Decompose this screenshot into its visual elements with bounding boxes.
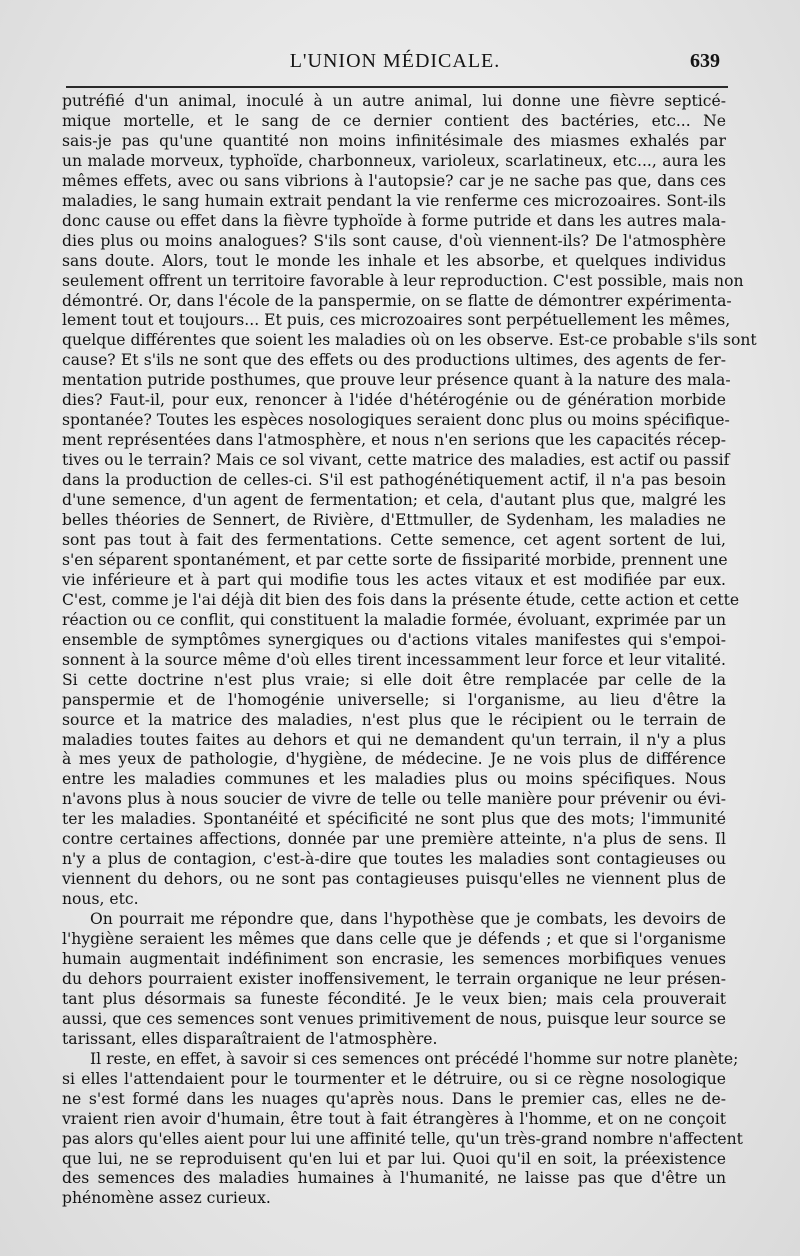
text-line: entre les maladies communes et les maladies plus ou moins spécifiques. Nous	[62, 770, 726, 789]
text-line: On pourrait me répondre que, dans l'hypothèse que je combats, les devoirs de	[90, 910, 726, 929]
text-line: aussi, que ces semences sont venues primitivement de nous, puisque leur source se	[62, 1009, 726, 1028]
text-line: ensemble de symptômes synergiques ou d'actions vitales manifestes qui s'empoi-	[62, 630, 726, 649]
text-line: maladies, le sang humain extrait pendant la vie renferme ces microzoaires. Sont-ils	[62, 191, 726, 210]
text-line: dies? Faut-il, pour eux, renoncer à l'idée d'hétérogénie ou de génération morbide	[62, 391, 726, 410]
text-line: ne s'est formé dans les nuages qu'après nous. Dans le premier cas, elles ne de-	[62, 1089, 726, 1108]
text-line: ment représentées dans l'atmosphère, et nous n'en serions que les capacités récep-	[62, 431, 726, 450]
text-line: s'en séparent spontanément, et par cette sorte de fissiparité morbide, prennent une	[62, 550, 728, 569]
text-line: n'avons plus à nous soucier de vivre de telle ou telle manière pour prévenir ou évi-	[62, 790, 726, 809]
text-line: Si cette doctrine n'est plus vraie; si elle doit être remplacée par celle de la	[62, 670, 726, 689]
text-line: réaction ou ce conflit, qui constituent la maladie formée, évoluant, exprimée par un	[62, 610, 726, 629]
text-line: donc cause ou effet dans la fièvre typhoïde à forme putride et dans les autres mala-	[62, 211, 726, 230]
text-line: tant plus désormais sa funeste fécondité. Je le veux bien; mais cela prouverait	[62, 989, 726, 1008]
text-line: nous, etc.	[62, 890, 139, 909]
text-line: putréfié d'un animal, inoculé à un autre animal, lui donne une fièvre septicé-	[62, 92, 726, 110]
text-line: Il reste, en effet, à savoir si ces semences ont précédé l'homme sur notre planète;	[90, 1049, 739, 1068]
text-line: dies plus ou moins analogues? S'ils sont cause, d'où viennent-ils? De l'atmosphère	[62, 231, 726, 250]
text-line: viennent du dehors, ou ne sont pas contagieuses puisqu'elles ne viennent plus de	[62, 870, 726, 889]
text-line: pas alors qu'elles aient pour lui une affinité telle, qu'un très-grand nombre n'affectent	[62, 1129, 743, 1148]
text-line: seulement offrent un territoire favorable à leur reproduction. C'est possible, mais non	[62, 271, 744, 290]
text-line: des semences des maladies humaines à l'humanité, ne laisse pas que d'être un	[62, 1169, 726, 1188]
page-number: 639	[690, 50, 720, 72]
text-line: tarissant, elles disparaîtraient de l'atmosphère.	[62, 1029, 438, 1048]
text-line: belles théories de Sennert, de Rivière, d'Ettmuller, de Sydenham, les maladies ne	[62, 511, 726, 530]
text-line: mêmes effets, avec ou sans vibrions à l'autopsie? car je ne sache pas que, dans ces	[62, 171, 726, 190]
text-line: d'une semence, d'un agent de fermentation; et cela, d'autant plus que, malgré les	[62, 491, 726, 510]
body-text	[62, 92, 757, 1209]
text-line: cause? Et s'ils ne sont que des effets ou des productions ultimes, des agents de fer-	[62, 351, 726, 370]
text-line: si elles l'attendaient pour le tourmenter et le détruire, ou si ce règne nosologique	[62, 1069, 726, 1088]
text-line: humain augmentait indéfiniment son encrasie, les semences morbifiques venues	[62, 949, 726, 968]
text-line: spontanée? Toutes les espèces nosologiques seraient donc plus ou moins spécifique-	[62, 411, 730, 430]
text-line: sonnent à la source même d'où elles tirent incessamment leur force et leur vitalité.	[62, 650, 726, 669]
text-line: C'est, comme je l'ai déjà dit bien des fois dans la présente étude, cette action et cette	[62, 590, 740, 609]
text-line: sans doute. Alors, tout le monde les inhale et les absorbe, et quelques individus	[62, 251, 726, 270]
text-line: lement tout et toujours... Et puis, ces microzoaires sont perpétuellement les mêmes,	[62, 311, 731, 330]
text-line: mique mortelle, et le sang de ce dernier contient des bactéries, etc... Ne	[62, 111, 726, 130]
text-line: vraient rien avoir d'humain, être tout à fait étrangères à l'homme, et on ne conçoit	[62, 1109, 726, 1128]
text-line: que lui, ne se reproduisent qu'en lui et par lui. Quoi qu'il en soit, la préexistence	[62, 1149, 726, 1168]
header-rule	[66, 86, 728, 88]
running-title: L'UNION MÉDICALE.	[289, 50, 501, 72]
text-line: démontré. Or, dans l'école de la panspermie, on se flatte de démontrer expérimenta-	[62, 291, 732, 310]
text-line: sont pas tout à fait des fermentations. Cette semence, cet agent sortent de lui,	[62, 530, 726, 549]
text-line: mentation putride posthumes, que prouve leur présence quant à la nature des mala-	[62, 371, 731, 390]
text-line: vie inférieure et à part qui modifie tous les actes vitaux et est modifiée par eux.	[62, 570, 726, 589]
text-line: quelque différentes que soient les maladies où on les observe. Est-ce probable s'ils sont	[62, 331, 757, 350]
text-line: n'y a plus de contagion, c'est-à-dire que toutes les maladies sont contagieuses ou	[62, 850, 726, 869]
text-line: tives ou le terrain? Mais ce sol vivant, cette matrice des maladies, est actif ou passif	[62, 451, 730, 470]
text-line: un malade morveux, typhoïde, charbonneux, varioleux, scarlatineux, etc..., aura les	[62, 151, 726, 170]
text-line: maladies toutes faites au dehors et qui ne demandent qu'un terrain, il n'y a plus	[62, 730, 726, 749]
text-line: source et la matrice des maladies, n'est plus que le récipient ou le terrain de	[62, 710, 726, 729]
text-line: contre certaines affections, donnée par une première atteinte, n'a plus de sens. Il	[62, 830, 726, 849]
text-line: dans la production de celles-ci. S'il est pathogénétiquement actif, il n'a pas besoin	[62, 471, 726, 490]
text-line: ter les maladies. Spontanéité et spécificité ne sont plus que des mots; l'immunité	[62, 810, 726, 829]
text-line: sais-je pas qu'une quantité non moins infinitésimale des miasmes exhalés par	[62, 131, 726, 150]
text-line: à mes yeux de pathologie, d'hygiène, de médecine. Je ne vois plus de différence	[62, 750, 726, 769]
text-line: panspermie et de l'homogénie universelle; si l'organisme, au lieu d'être la	[62, 690, 726, 709]
text-line: phénomène assez curieux.	[62, 1189, 271, 1208]
text-line: du dehors pourraient exister inoffensivement, le terrain organique ne leur présen-	[62, 969, 726, 988]
text-line: l'hygiène seraient les mêmes que dans celle que je défends ; et que si l'organisme	[62, 930, 726, 949]
page-header	[70, 50, 720, 74]
